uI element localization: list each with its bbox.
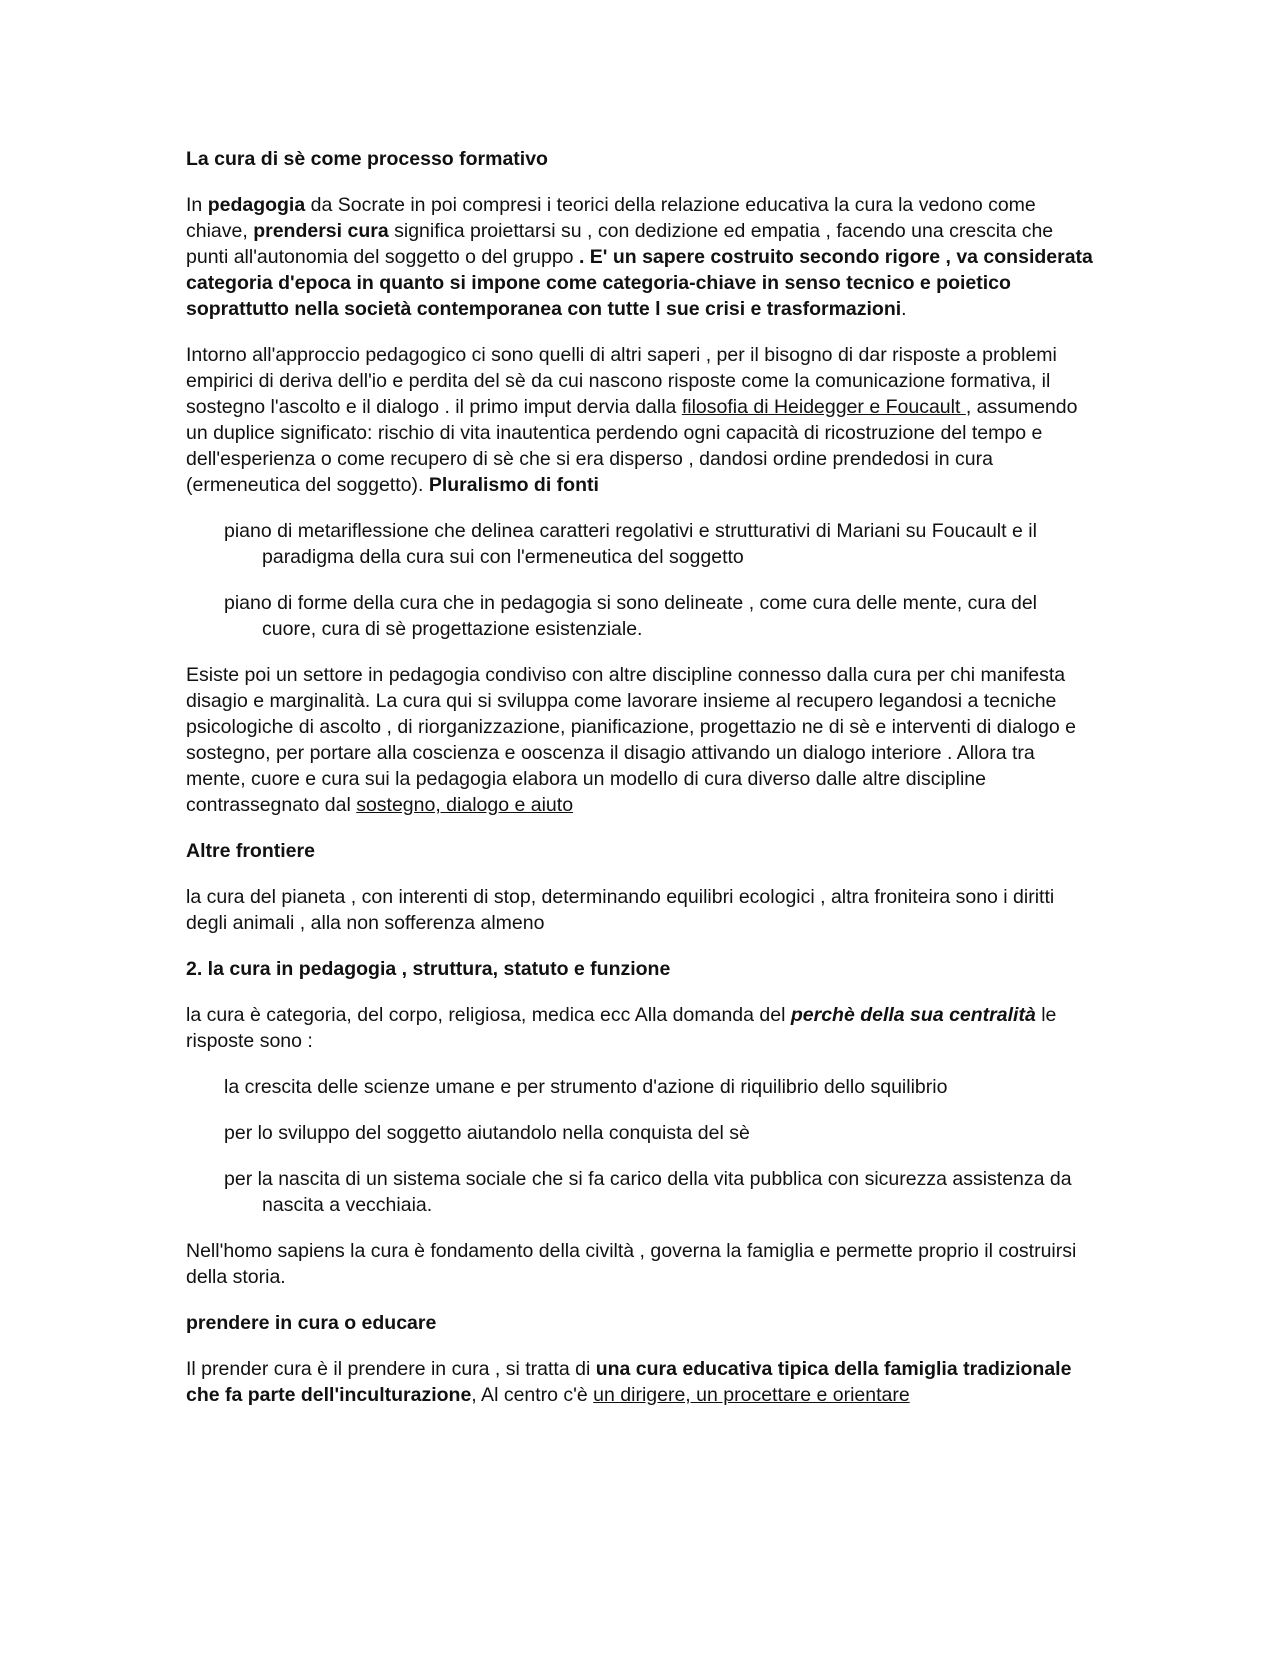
paragraph-category bbox=[186, 1002, 1096, 1054]
list-item: per la nascita di un sistema sociale che si fa carico della vita pubblica con sicurezza assistenza da nascita a vecchiaia. bbox=[224, 1168, 1072, 1216]
section-heading: Altre frontiere bbox=[186, 840, 315, 862]
text-run: la cura è categoria, del corpo, religiosa, medica ecc Alla domanda del bbox=[186, 1004, 791, 1026]
underlined-run: sostegno, dialogo e aiuto bbox=[356, 794, 574, 816]
text-run: In bbox=[186, 194, 208, 216]
bold-italic-run: perchè della sua centralità bbox=[790, 1004, 1036, 1026]
underlined-run: filosofia di Heidegger e Foucault bbox=[681, 396, 966, 418]
list-item: la crescita delle scienze umane e per strumento d'azione di riquilibrio dello squilibrio bbox=[224, 1076, 948, 1098]
paragraph-intro bbox=[186, 192, 1096, 322]
paragraph-prender-cura bbox=[186, 1356, 1096, 1408]
list-item: per lo sviluppo del soggetto aiutandolo nella conquista del sè bbox=[224, 1122, 750, 1144]
section-heading: prendere in cura o educare bbox=[186, 1312, 437, 1334]
text-run: le risposte sono : bbox=[186, 1004, 1057, 1052]
text-run: , Al centro c'è bbox=[471, 1384, 594, 1406]
text-run: Esiste poi un settore in pedagogia condiviso con altre discipline connesso dalla cura per chi manifesta disagio e marginalità. La cura qui si sviluppa come lavorare insieme al recupero legandosi a tecniche psicologiche di ascolto , di riorganizzazione, pianificazione, progettazio ne di sè e interventi di dialogo e sostegno, per portare alla coscienza e ooscenza il disagio attivando un dialogo interiore . Allora tra mente, cuore e cura sui la pedagogia elabora un modello di cura diverso dalle altre discipline contrassegnato dal bbox=[186, 664, 1076, 816]
text-run: Intorno all'approccio pedagogico ci sono quelli di altri saperi , per il bisogno di dar risposte a problemi empirici di deriva dell'io e perdita del sè da cui nascono risposte come la comunicazione formativa, il sostegno l'ascolto e il dialogo . il primo imput dervia dalla bbox=[186, 344, 1057, 418]
list-item: piano di metariflessione che delinea caratteri regolativi e strutturativi di Mariani su Foucault e il paradigma della cura sui con l'ermeneutica del soggetto bbox=[224, 520, 1037, 568]
text-run: significa proiettarsi su , con dedizione ed empatia , facendo una crescita che punti all'autonomia del soggetto o del gruppo bbox=[186, 220, 1054, 268]
document-page bbox=[186, 146, 1096, 1428]
paragraph-approaches bbox=[186, 342, 1096, 498]
underlined-run: un dirigere, un procettare e orientare bbox=[593, 1384, 910, 1406]
bold-run: prendersi cura bbox=[253, 220, 389, 242]
text-run: Il prender cura è il prendere in cura , si tratta di bbox=[186, 1358, 596, 1380]
bold-run: . E' un sapere costruito secondo rigore , va considerata categoria d'epoca in quanto si impone come categoria-chiave in senso tecnico e poietico soprattutto nella società contemporanea con tutte l sue crisi e trasformazioni bbox=[186, 246, 1093, 320]
section-heading: 2. la cura in pedagogia , struttura, statuto e funzione bbox=[186, 958, 671, 980]
document-title: La cura di sè come processo formativo bbox=[186, 148, 548, 170]
paragraph-frontiers: la cura del pianeta , con interenti di stop, determinando equilibri ecologici , altra froniteira sono i diritti degli animali , alla non sofferenza almeno bbox=[186, 886, 1055, 934]
bold-run: una cura educativa tipica della famiglia tradizionale che fa parte dell'inculturazione bbox=[186, 1358, 1072, 1406]
paragraph-homo-sapiens: Nell'homo sapiens la cura è fondamento della civiltà , governa la famiglia e permette proprio il costruirsi della storia. bbox=[186, 1240, 1077, 1288]
bold-run: Pluralismo di fonti bbox=[428, 474, 599, 496]
text-run: . bbox=[901, 298, 907, 320]
list-item: piano di forme della cura che in pedagogia si sono delineate , come cura delle mente, cura del cuore, cura di sè progettazione esistenziale. bbox=[224, 592, 1038, 640]
paragraph-sector bbox=[186, 662, 1096, 818]
text-run: da Socrate in poi compresi i teorici della relazione educativa la cura la vedono come chiave, bbox=[186, 194, 1036, 242]
bold-run: pedagogia bbox=[207, 194, 306, 216]
text-run: , assumendo un duplice significato: rischio di vita inautentica perdendo ogni capacità di ricostruzione del tempo e dell'esperienza o come recupero di sè che si era disperso , dandosi ordine prendedosi in cura (ermeneutica del soggetto). bbox=[186, 396, 1078, 496]
